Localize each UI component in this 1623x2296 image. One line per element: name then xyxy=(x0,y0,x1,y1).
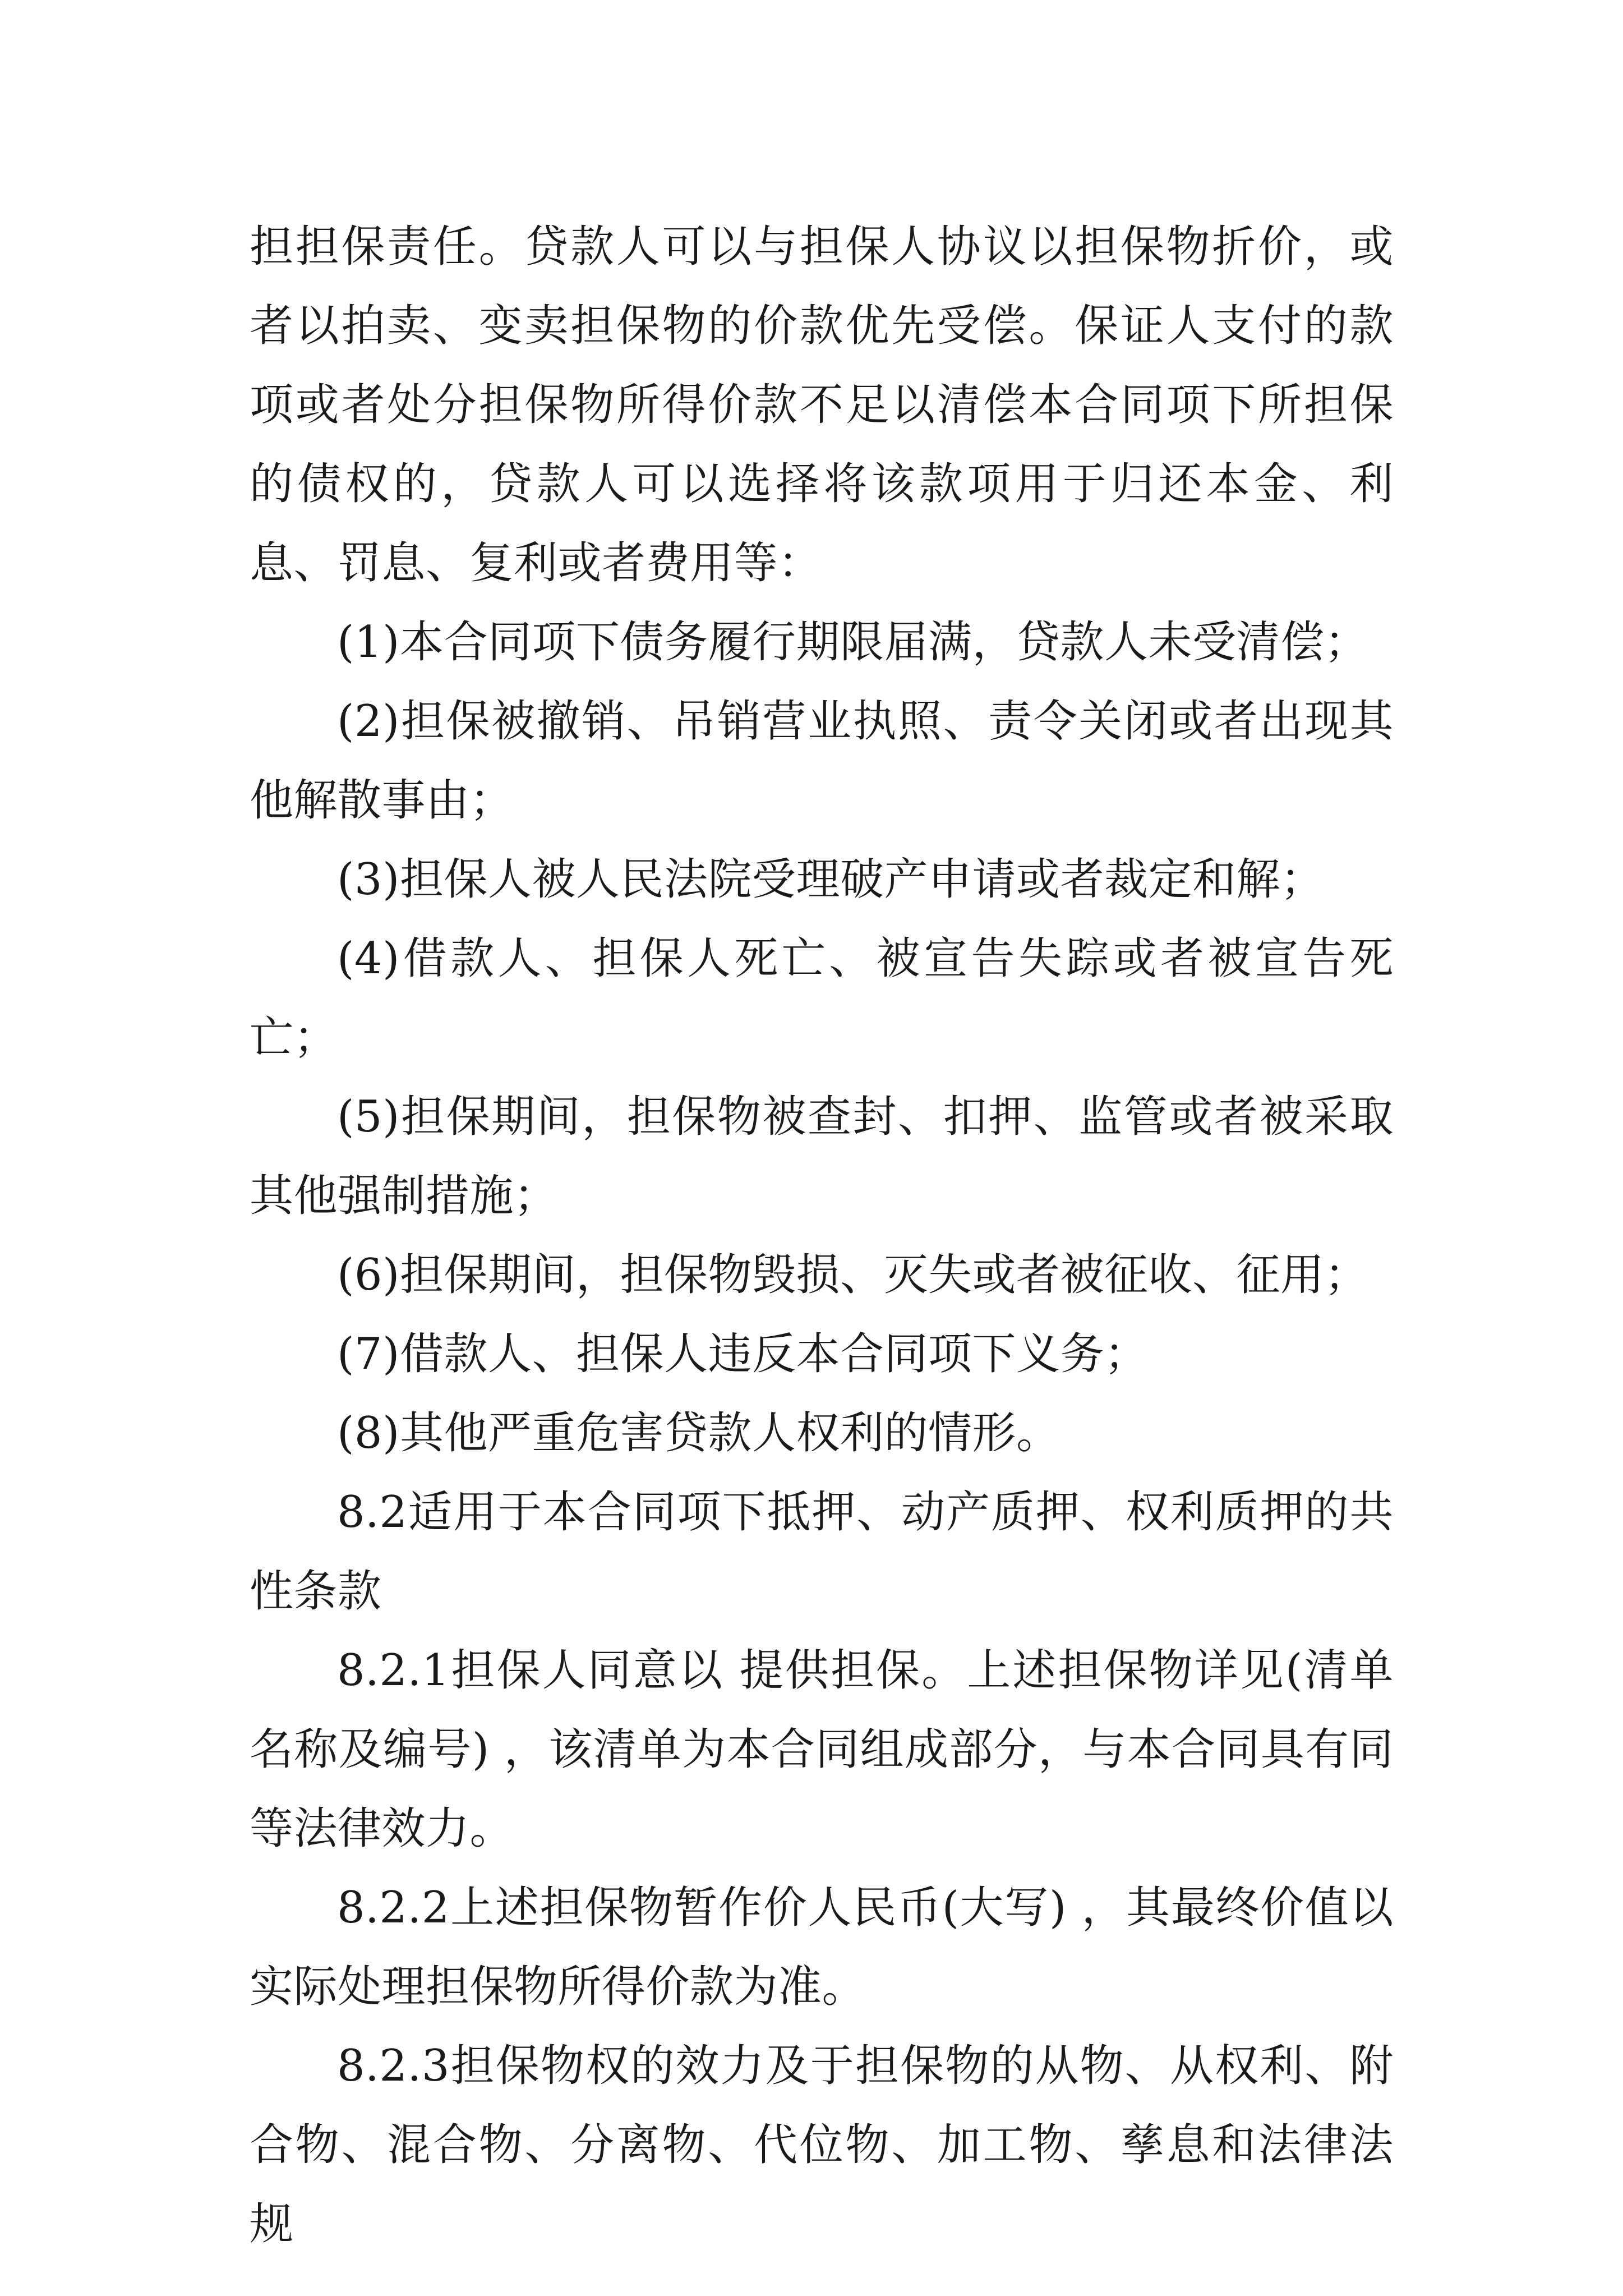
paragraph-item-5: (5)担保期间，担保物被查封、扣押、监管或者被采取其他强制措施； xyxy=(250,1092,1394,1221)
clause-8-2-3: 8.2.3担保物权的效力及于担保物的从物、从权利、附合物、混合物、分离物、代位物、加工物、孳息和法律法规 xyxy=(250,2041,1394,2249)
paragraph-item-4: (4)借款人、担保人死亡、被宣告失踪或者被宣告死亡； xyxy=(250,933,1394,1063)
paragraph-continuation: 担担保责任。贷款人可以与担保人协议以担保物折价，或者以拍卖、变卖担保物的价款优先受偿。保证人支付的款项或者处分担保物所得价款不足以清偿本合同项下所担保的债权的，贷款人可以选择将该款项用于归还本金、利息、罚息、复利或者费用等： xyxy=(250,222,1394,588)
section-heading-8-2: 8.2适用于本合同项下抵押、动产质押、权利质押的共性条款 xyxy=(250,1487,1394,1617)
paragraph-item-8: (8)其他严重危害贷款人权利的情形。 xyxy=(337,1408,1061,1458)
paragraph-item-1: (1)本合同项下债务履行期限届满，贷款人未受清偿； xyxy=(337,617,1368,668)
paragraph-item-2: (2)担保被撤销、吊销营业执照、责令关闭或者出现其他解散事由； xyxy=(250,696,1394,826)
clause-8-2-1: 8.2.1担保人同意以 提供担保。上述担保物详见(清单名称及编号) ，该清单为本合同组成部分，与本合同具有同等法律效力。 xyxy=(250,1645,1394,1854)
paragraph-item-3: (3)担保人被人民法院受理破产申请或者裁定和解； xyxy=(337,854,1325,905)
paragraph-item-7: (7)借款人、担保人违反本合同项下义务； xyxy=(337,1329,1149,1379)
clause-8-2-2: 8.2.2上述担保物暂作价人民币(大写) ，其最终价值以实际处理担保物所得价款为准。 xyxy=(250,1883,1394,2012)
document-body xyxy=(250,208,1394,2264)
paragraph-item-6: (6)担保期间，担保物毁损、灭失或者被征收、征用； xyxy=(337,1250,1368,1300)
